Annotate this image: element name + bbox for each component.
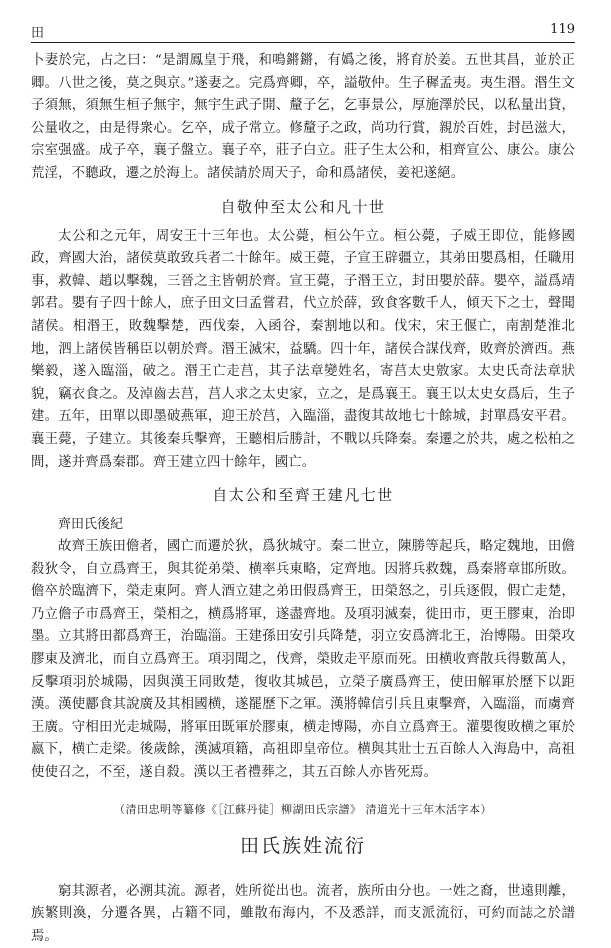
page-body (31, 50, 575, 948)
running-head: 田 (31, 26, 45, 41)
source-citation: （清田忠明等纂修《［江蘇丹徒］柳湖田氏宗譜》 清道光十三年木活字本） (114, 802, 492, 816)
section-title-jingzhong: 自敬仲至太公和凡十世 (220, 197, 386, 216)
header-rule (31, 42, 575, 43)
section-title-taigong: 自太公和至齊王建凡七世 (212, 486, 394, 505)
paragraph-lineage: 窮其源者，必溯其流。源者，姓所從出也。流者，族所由分也。一姓之裔，世遠則離，族繁則渙，分遷各異，占籍不同，雖散布海内，不及悉詳，而支派流衍，可約而誌之於譜焉。 (31, 883, 575, 944)
page-number: 119 (550, 22, 575, 37)
chapter-title: 田氏族姓流衍 (239, 834, 366, 857)
paragraph-taigong: 太公和之元年，周安王十三年也。太公薨，桓公午立。桓公薨，子威王即位，能修國政，齊國大治，諸侯莫敢致兵者二十餘年。威王薨，子宣王辟疆立，其弟田嬰爲相，任職用事，救韓、趙以擊魏，三晉之主皆朝於齊。宣王薨，子湣王立，封田嬰於薛。嬰卒，謚爲靖郭君。嬰有子四十餘人，庶子田文曰孟嘗君，代立於薛，致食客數千人，傾天下之士，聲聞諸侯。相湣王，敗魏擊楚，西伐秦，入函谷，秦割地以和。伐宋，宋王偃亡，南割楚淮北地，泗上諸侯皆稱臣以朝於齊。湣王滅宋，益驕。四十年，諸侯合謀伐齊，敗齊於濟西。燕樂毅，遂入臨淄，破之。湣王亡走莒，其子法章變姓名，寄莒太史敫家。太史氏奇法章狀貌，竊衣食之。及淖齒去莒，莒人求之太史家，立之，是爲襄王。襄王以太史女爲后，生子建。五年，田單以即墨破燕軍，迎王於莒，入臨淄，盡復其故地七十餘城，封單爲安平君。襄王薨，子建立。其後秦兵擊齊，王聽相后勝計，不戰以兵降秦。秦遷之於共，處之松柏之間，遂并齊爲秦郡。齊王建立四十餘年，國亡。 (31, 228, 575, 470)
paragraph-tiandan: 故齊王族田儋者，國亡而遷於狄，爲狄城守。秦二世立，陳勝等起兵，略定魏地，田儋殺狄令，自立爲齊王，與其從弟榮、横率兵東略，定齊地。因將兵救魏，爲秦將章邯所敗。儋卒於臨濟下，榮走東阿。齊人酒立建之弟田假爲齊王，田榮怒之，引兵逐假，假亡走楚，乃立儋子市爲齊王，榮相之，横爲將軍，遂盡齊地。及項羽滅秦，徙田市，更王膠東，治即墨。立其將田都爲齊王，治臨淄。王建孫田安引兵降楚，羽立安爲濟北王，治博陽。田榮攻膠東及濟北，而自立爲齊王。項羽聞之，伐齊，榮敗走平原而死。田横收齊散兵得數萬人，反擊項羽於城陽，因與漢王同敗楚，復收其城邑，立榮子廣爲齊王，使田解軍於歷下以距漢。漢使酈食其說廣及其相國横，遂罷歷下之軍。漢將韓信引兵且東擊齊，入臨淄，而虜齊王廣。守相田光走城陽，將軍田既軍於膠東，横走博陽，亦自立爲齊王。灌嬰復敗横之軍於嬴下，横亡走梁。後歲餘，漢滅項籍，高祖即皇帝位。横與其壯士五百餘人入海島中，高祖使使召之，不至，遂自殺。漢以王者禮葬之，其五百餘人亦皆死焉。 (31, 539, 575, 781)
subheading-later-record: 齊田氏後紀 (58, 517, 124, 533)
page-header (31, 22, 575, 42)
paragraph-intro: 卜妻於完，占之曰：“是謂鳳皇于飛，和鳴鏘鏘，有嬀之後，將育於姜。五世其昌，並於正卿。八世之後，莫之與京。”遂妻之。完爲齊卿，卒，謚敬仲。生子穉孟夷。夷生湣。湣生文子須無，須無生桓子無宇，無宇生武子開、釐子乞，乞事景公，厚施澤於民，以私量出貸，公量收之，由是得衆心。乞卒，成子常立。修釐子之政，尚功行賞，親於百姓，封邑滋大，宗室强盛。成子卒，襄子盤立。襄子卒，莊子白立。莊子生太公和，相齊宣公、康公。康公荒淫，不聽政，遷之於海上。諸侯請於周天子，命和爲諸侯，姜祀遂絕。 (31, 53, 575, 181)
